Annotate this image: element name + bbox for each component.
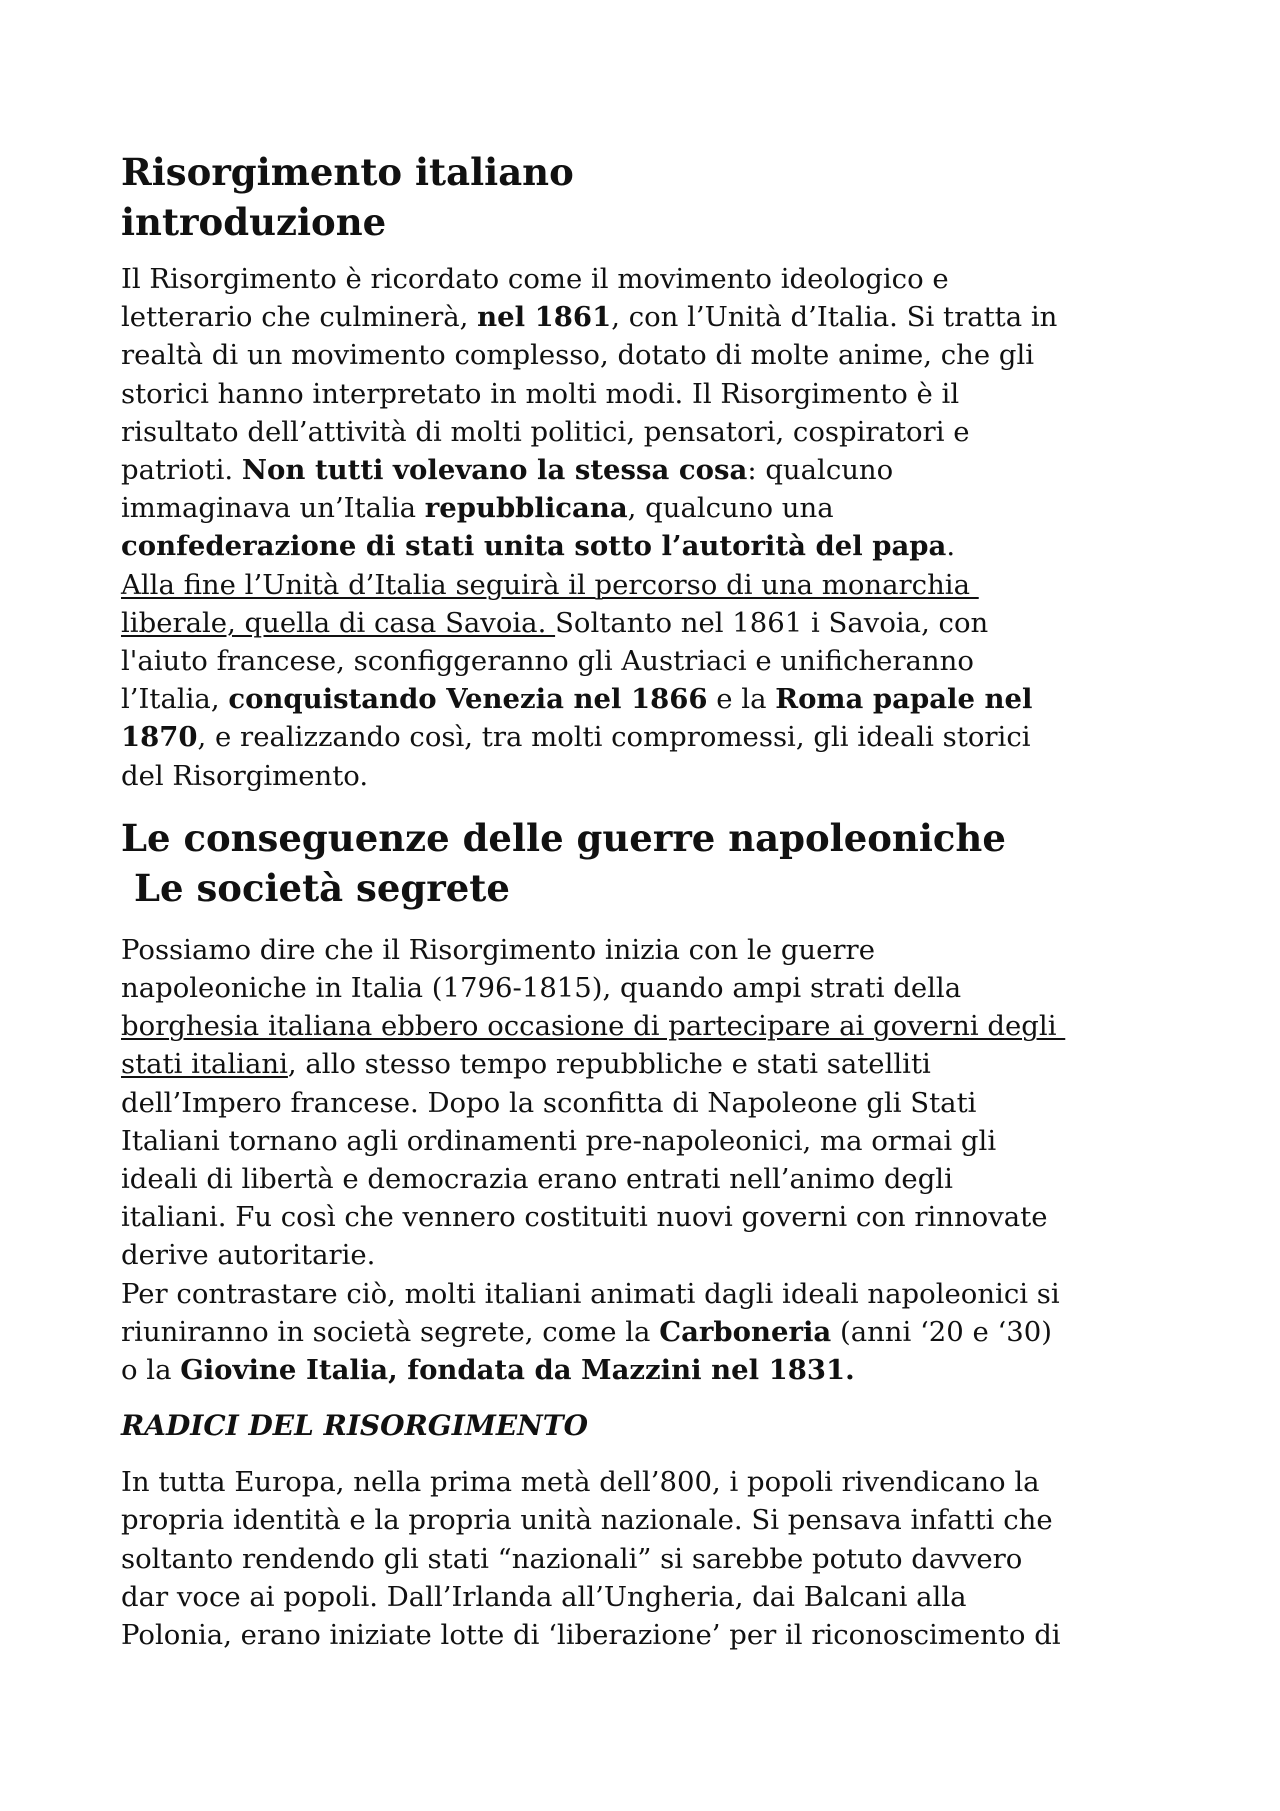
bold-text: Giovine Italia, fondata da Mazzini nel 1831. bbox=[180, 1354, 855, 1387]
text-line bbox=[121, 451, 1160, 489]
text-line bbox=[121, 298, 1160, 336]
section-title-risorgimento bbox=[121, 147, 1160, 247]
bold-text: 1870 bbox=[121, 721, 198, 754]
text-line bbox=[121, 1045, 1160, 1083]
text-line bbox=[121, 1236, 1160, 1274]
text-line bbox=[121, 260, 1160, 298]
text-line bbox=[121, 1616, 1160, 1654]
bold-text: nel 1861 bbox=[477, 301, 612, 334]
underlined-text: Alla fine l’Unità d’Italia seguirà il percorso di una monarchia bbox=[121, 568, 979, 601]
text-run: , e realizzando così, tra molti compromessi, gli ideali storici bbox=[197, 721, 1031, 754]
text-run: immaginava un’Italia bbox=[121, 492, 425, 525]
bold-text: conquistando Venezia nel 1866 bbox=[228, 683, 708, 716]
text-line bbox=[121, 527, 1160, 565]
text-line bbox=[121, 489, 1160, 527]
paragraph-radici bbox=[121, 1463, 1160, 1654]
text-run: derive autoritarie. bbox=[121, 1239, 376, 1272]
text-line bbox=[121, 375, 1160, 413]
text-run: Soltanto nel 1861 i Savoia, con bbox=[555, 606, 989, 639]
text-line bbox=[121, 1198, 1160, 1236]
text-run: del Risorgimento. bbox=[121, 759, 369, 792]
text-run: , con l’Unità d’Italia. Si tratta in bbox=[611, 301, 1058, 334]
title-line: introduzione bbox=[121, 200, 387, 244]
text-run: (anni ‘20 e ‘30) bbox=[831, 1315, 1052, 1348]
text-run: storici hanno interpretato in molti modi. Il Risorgimento è il bbox=[121, 377, 960, 410]
text-line bbox=[121, 413, 1160, 451]
paragraph-introduzione bbox=[121, 260, 1160, 795]
text-run: In tutta Europa, nella prima metà dell’800, i popoli rivendicano la bbox=[121, 1466, 1040, 1499]
text-line bbox=[121, 1501, 1160, 1539]
text-line bbox=[121, 642, 1160, 680]
text-run: l'aiuto francese, sconfiggeranno gli Austriaci e unificheranno bbox=[121, 645, 974, 678]
text-line bbox=[121, 1084, 1160, 1122]
text-run: Italiani tornano agli ordinamenti pre-napoleonici, ma ormai gli bbox=[121, 1124, 997, 1157]
text-run: Polonia, erano iniziate lotte di ‘liberazione’ per il riconoscimento di bbox=[121, 1619, 1061, 1652]
text-run: e la bbox=[707, 683, 776, 716]
text-line bbox=[121, 1122, 1160, 1160]
text-run: patrioti. bbox=[121, 454, 242, 487]
text-run: , qualcuno una bbox=[627, 492, 834, 525]
bold-text: repubblicana bbox=[424, 492, 628, 525]
text-line bbox=[121, 718, 1160, 756]
underlined-text: borghesia italiana ebbero occasione di partecipare ai governi degli bbox=[121, 1010, 1066, 1043]
text-line bbox=[121, 604, 1160, 642]
bold-text: Non tutti volevano la stessa cosa bbox=[241, 454, 748, 487]
text-line bbox=[121, 1313, 1160, 1351]
title-line: Risorgimento italiano bbox=[121, 150, 574, 194]
text-run: o la bbox=[121, 1354, 181, 1387]
text-run: dell’Impero francese. Dopo la sconfitta di Napoleone gli Stati bbox=[121, 1086, 977, 1119]
text-line bbox=[121, 757, 1160, 795]
subheading-radici: RADICI DEL RISORGIMENTO bbox=[121, 1409, 588, 1443]
text-run: Il Risorgimento è ricordato come il movimento ideologico e bbox=[121, 263, 949, 295]
text-line bbox=[121, 1275, 1160, 1313]
text-line bbox=[121, 1463, 1160, 1501]
text-run: soltanto rendendo gli stati “nazionali” si sarebbe potuto davvero bbox=[121, 1542, 1023, 1575]
text-run: l’Italia, bbox=[121, 683, 229, 716]
text-line bbox=[121, 969, 1160, 1007]
bold-text: Carboneria bbox=[659, 1315, 832, 1348]
text-run: napoleoniche in Italia (1796-1815), quando ampi strati della bbox=[121, 972, 962, 1005]
bold-text: Roma papale nel bbox=[775, 683, 1033, 716]
text-line bbox=[121, 680, 1160, 718]
paragraph-societa-segrete bbox=[121, 931, 1160, 1389]
text-run: dar voce ai popoli. Dall’Irlanda all’Ungheria, dai Balcani alla bbox=[121, 1580, 967, 1613]
text-line bbox=[121, 566, 1160, 604]
text-run: ideali di libertà e democrazia erano entrati nell’animo degli bbox=[121, 1163, 953, 1196]
text-line bbox=[121, 1007, 1160, 1045]
text-run: letterario che culminerà, bbox=[121, 301, 478, 334]
text-run: Per contrastare ciò, molti italiani animati dagli ideali napoleonici si bbox=[121, 1277, 1060, 1310]
section-title-guerre-napoleoniche bbox=[121, 813, 1160, 913]
text-run: realtà di un movimento complesso, dotato di molte anime, che gli bbox=[121, 339, 1035, 372]
text-run: italiani. Fu così che vennero costituiti nuovi governi con rinnovate bbox=[121, 1201, 1048, 1234]
underlined-text: liberale, quella di casa Savoia. bbox=[121, 606, 556, 639]
text-run: , allo stesso tempo repubbliche e stati satelliti bbox=[287, 1048, 931, 1081]
text-run: risultato dell’attività di molti politici, pensatori, cospiratori e bbox=[121, 415, 970, 448]
title-line: Le società segrete bbox=[134, 865, 510, 910]
title-line: Le conseguenze delle guerre napoleoniche bbox=[121, 815, 1006, 860]
text-line bbox=[121, 1351, 1160, 1389]
text-run: riuniranno in società segrete, come la bbox=[121, 1315, 660, 1348]
text-line bbox=[121, 1540, 1160, 1578]
bold-text: confederazione di stati unita sotto l’autorità del papa bbox=[121, 530, 947, 563]
text-line bbox=[121, 1578, 1160, 1616]
text-line bbox=[121, 931, 1160, 969]
text-line bbox=[121, 1160, 1160, 1198]
text-run: . bbox=[946, 530, 956, 563]
text-run: : qualcuno bbox=[747, 454, 894, 487]
underlined-text: stati italiani bbox=[121, 1048, 288, 1081]
text-line bbox=[121, 336, 1160, 374]
text-run: propria identità e la propria unità nazionale. Si pensava infatti che bbox=[121, 1504, 1053, 1537]
text-run: Possiamo dire che il Risorgimento inizia con le guerre bbox=[121, 933, 875, 966]
